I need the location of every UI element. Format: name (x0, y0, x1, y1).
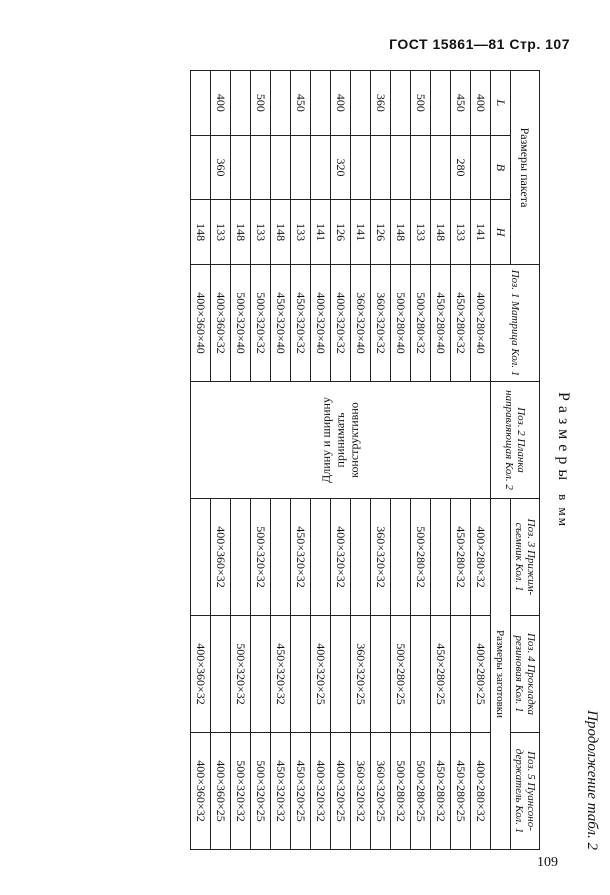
cell-pos4: 500×280×25 (391, 616, 411, 733)
cell-L: 500 (411, 71, 431, 136)
cell-pos1: 450×320×32 (291, 265, 311, 382)
cell-pos1: 450×280×32 (451, 265, 471, 382)
cell-pos1: 500×320×40 (231, 265, 251, 382)
cell-pos1: 450×320×40 (271, 265, 291, 382)
cell-pos3: 400×280×32 (471, 499, 491, 616)
cell-pos1: 360×320×40 (351, 265, 371, 382)
cell-pos5: 400×320×32 (311, 733, 331, 850)
cell-L (391, 71, 411, 136)
blank-sizes-header: Размеры заготовки (491, 499, 511, 850)
cell-pos3 (271, 499, 291, 616)
cell-B (471, 135, 491, 200)
cell-pos5: 360×320×25 (371, 733, 391, 850)
cell-pos3 (431, 499, 451, 616)
cell-H: 126 (331, 200, 351, 265)
cell-pos3 (351, 499, 371, 616)
cell-H: 133 (211, 200, 231, 265)
title-text: Размеры (555, 392, 572, 486)
cell-pos4: 400×280×25 (471, 616, 491, 733)
cell-pos4 (211, 616, 231, 733)
col-pos2: Поз. 2 Планка направляющая Кол. 2 (491, 382, 540, 499)
cell-H: 148 (231, 200, 251, 265)
cell-H: 148 (391, 200, 411, 265)
cell-H: 133 (291, 200, 311, 265)
cell-H: 133 (451, 200, 471, 265)
cell-pos3: 500×320×32 (251, 499, 271, 616)
cell-pos4: 360×320×25 (351, 616, 371, 733)
cell-pos5: 400×360×32 (191, 733, 211, 850)
cell-H: 126 (371, 200, 391, 265)
pos2-note (191, 382, 491, 499)
cell-pos5: 500×280×25 (411, 733, 431, 850)
cell-L (191, 71, 211, 136)
cell-pos1: 500×320×32 (251, 265, 271, 382)
cell-pos5: 400×280×32 (471, 733, 491, 850)
cell-pos5: 500×320×32 (231, 733, 251, 850)
cell-B (311, 135, 331, 200)
cell-H: 148 (431, 200, 451, 265)
table-title (554, 70, 572, 850)
cell-pos4 (411, 616, 431, 733)
cell-H: 141 (351, 200, 371, 265)
cell-pos4 (371, 616, 391, 733)
cell-B: 280 (451, 135, 471, 200)
rotated-table-block (55, 70, 600, 850)
cell-L (231, 71, 251, 136)
col-pos4: Поз. 4 Прокладка резиновая Кол. 1 (511, 616, 540, 733)
cell-pos5: 400×360×25 (211, 733, 231, 850)
cell-B (391, 135, 411, 200)
cell-L: 400 (211, 71, 231, 136)
cell-pos1: 400×360×32 (211, 265, 231, 382)
cell-B (251, 135, 271, 200)
cell-pos1: 400×280×40 (471, 265, 491, 382)
cell-pos3 (391, 499, 411, 616)
cell-pos4: 400×320×25 (311, 616, 331, 733)
pos2-note-text: Длину и ширину принимать конструктивно (319, 397, 362, 483)
cell-B: 360 (211, 135, 231, 200)
cell-pos3: 450×320×32 (291, 499, 311, 616)
cell-pos1: 500×280×32 (411, 265, 431, 382)
cell-L: 450 (291, 71, 311, 136)
cell-H: 148 (191, 200, 211, 265)
cell-pos3: 450×280×32 (451, 499, 471, 616)
cell-pos4 (331, 616, 351, 733)
cell-pos1: 450×280×40 (431, 265, 451, 382)
cell-L (431, 71, 451, 136)
cell-pos3: 400×320×32 (331, 499, 351, 616)
cell-pos3 (191, 499, 211, 616)
cell-pos3 (231, 499, 251, 616)
cell-L: 400 (471, 71, 491, 136)
table-body (191, 71, 491, 850)
cell-L (271, 71, 291, 136)
cell-B: 320 (331, 135, 351, 200)
cell-pos1: 400×320×40 (311, 265, 331, 382)
cell-B (371, 135, 391, 200)
cell-pos1: 400×320×32 (331, 265, 351, 382)
cell-B (351, 135, 371, 200)
table-row (471, 71, 491, 850)
cell-pos5: 500×320×25 (251, 733, 271, 850)
cell-pos5: 450×280×25 (451, 733, 471, 850)
col-H: H (491, 200, 511, 265)
cell-pos3: 360×320×32 (371, 499, 391, 616)
cell-H: 141 (471, 200, 491, 265)
cell-B (291, 135, 311, 200)
col-B: B (491, 135, 511, 200)
cell-pos5: 450×320×25 (291, 733, 311, 850)
cell-pos3: 400×360×32 (211, 499, 231, 616)
page-header: ГОСТ 15861—81 Стр. 107 (389, 36, 570, 52)
cell-L (311, 71, 331, 136)
cell-pos5: 450×280×32 (431, 733, 451, 850)
cell-B (431, 135, 451, 200)
cell-pos4 (451, 616, 471, 733)
cell-L (351, 71, 371, 136)
cell-pos1: 400×360×40 (191, 265, 211, 382)
cell-pos4: 450×280×25 (431, 616, 451, 733)
sizes-table (190, 70, 540, 850)
cell-pos4: 450×320×32 (271, 616, 291, 733)
cell-pos4 (251, 616, 271, 733)
cell-H: 141 (311, 200, 331, 265)
header-row-1 (511, 71, 540, 850)
cell-H: 133 (251, 200, 271, 265)
col-pos3: Поз. 3 Прижим-съемник Кол. 1 (511, 499, 540, 616)
cell-pos4 (291, 616, 311, 733)
group-packet-header: Размеры пакета (511, 71, 540, 265)
page-number: 109 (537, 855, 558, 870)
cell-H: 148 (271, 200, 291, 265)
cell-H: 133 (411, 200, 431, 265)
unit-text: в мм (556, 494, 571, 528)
cell-L: 400 (331, 71, 351, 136)
cell-pos3 (311, 499, 331, 616)
cell-pos4: 400×360×32 (191, 616, 211, 733)
cell-B (191, 135, 211, 200)
cell-L: 450 (451, 71, 471, 136)
cell-pos5: 450×320×32 (271, 733, 291, 850)
cell-pos4: 500×320×32 (231, 616, 251, 733)
cell-pos1: 500×280×40 (391, 265, 411, 382)
cell-pos5: 400×320×25 (331, 733, 351, 850)
cell-L: 500 (251, 71, 271, 136)
cell-pos5: 360×320×32 (351, 733, 371, 850)
col-L: L (491, 71, 511, 136)
continuation-caption: Продолжение табл. 2 (584, 710, 600, 850)
cell-pos5: 500×280×32 (391, 733, 411, 850)
cell-B (231, 135, 251, 200)
cell-pos1: 360×320×32 (371, 265, 391, 382)
col-pos5: Поз. 5 Пуансоно-держатель Кол. 1 (511, 733, 540, 850)
col-pos1: Поз. 1 Матрица Кол. 1 (491, 265, 540, 382)
cell-B (411, 135, 431, 200)
cell-pos3: 500×280×32 (411, 499, 431, 616)
cell-B (271, 135, 291, 200)
cell-L: 360 (371, 71, 391, 136)
